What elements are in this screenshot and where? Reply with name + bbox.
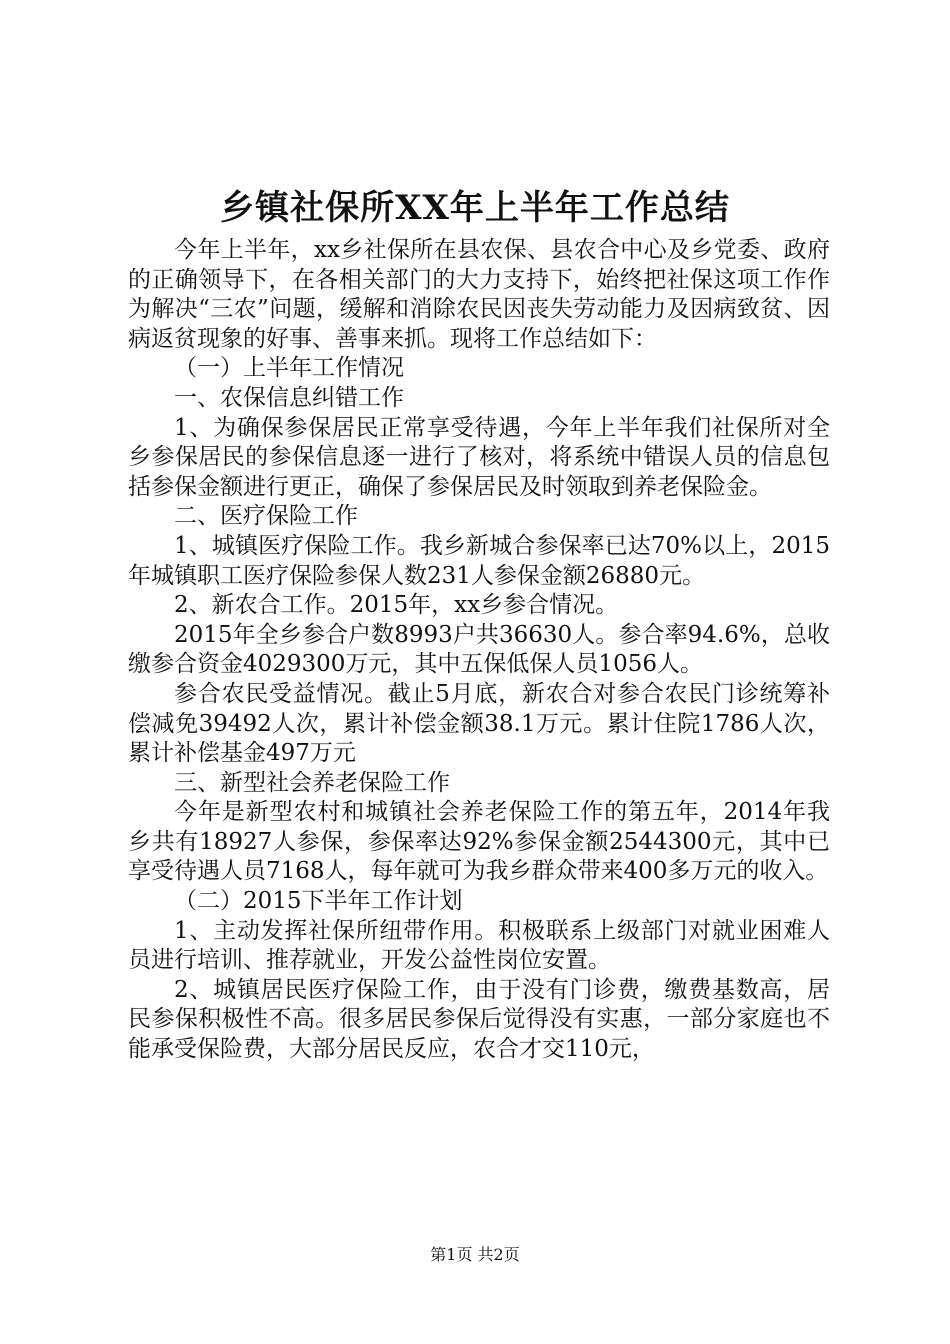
page-footer: 第1页 共2页 bbox=[430, 1245, 520, 1264]
document-body bbox=[128, 236, 830, 1065]
document-title: 乡镇社保所XX年上半年工作总结 bbox=[220, 188, 730, 228]
subheading-medical-insurance: 二、医疗保险工作 bbox=[174, 503, 358, 530]
paragraph-intro: 今年上半年，xx乡社保所在县农保、县农合中心及乡党委、政府的正确领导下，在各相关部门的大力支持下，始终把社保这项工作作为解决“三农”问题，缓解和消除农民因丧失劳动能力及因病致贫、因病返贫现象的好事、善事来抓。现将工作总结如下： bbox=[128, 237, 830, 352]
section-heading-second-half-plan: （二）2015下半年工作计划 bbox=[174, 888, 463, 915]
paragraph-plan-1: 1、主动发挥社保所纽带作用。积极联系上级部门对就业困难人员进行培训、推荐就业，开发公益性岗位安置。 bbox=[128, 917, 830, 974]
subheading-pension-insurance: 三、新型社会养老保险工作 bbox=[174, 769, 450, 796]
section-heading-first-half: （一）上半年工作情况 bbox=[174, 355, 404, 382]
paragraph-info-correction: 1、为确保参保居民正常享受待遇，今年上半年我们社保所对全乡参保居民的参保信息逐一进行了核对，将系统中错误人员的信息包括参保金额进行更正，确保了参保居民及时领取到养老保险金。 bbox=[128, 414, 830, 500]
paragraph-pension: 今年是新型农村和城镇社会养老保险工作的第五年，2014年我乡共有18927人参保，参保率达92%参保金额2544300元，其中已享受待遇人员7168人，每年就可为我乡群众带来400多万元的收入。 bbox=[128, 799, 830, 885]
paragraph-new-rural-coop: 2、新农合工作。2015年，xx乡参合情况。 bbox=[174, 592, 619, 619]
paragraph-plan-2: 2、城镇居民医疗保险工作，由于没有门诊费，缴费基数高，居民参保积极性不高。很多居民参保后觉得没有实惠，一部分家庭也不能承受保险费，大部分居民反应，农合才交110元， bbox=[128, 976, 830, 1063]
paragraph-coop-benefits: 参合农民受益情况。截止5月底，新农合对参合农民门诊统筹补偿减免39492人次，累计补偿金额38.1万元。累计住院1786人次，累计补偿基金497万元 bbox=[128, 680, 830, 767]
paragraph-urban-medical: 1、城镇医疗保险工作。我乡新城合参保率已达70%以上，2015年城镇职工医疗保险参保人数231人参保金额26880元。 bbox=[128, 532, 830, 589]
paragraph-coop-participation: 2015年全乡参合户数8993户共36630人。参合率94.6%，总收缴参合资金4029300万元，其中五保低保人员1056人。 bbox=[128, 621, 830, 678]
subheading-info-correction: 一、农保信息纠错工作 bbox=[174, 384, 404, 411]
